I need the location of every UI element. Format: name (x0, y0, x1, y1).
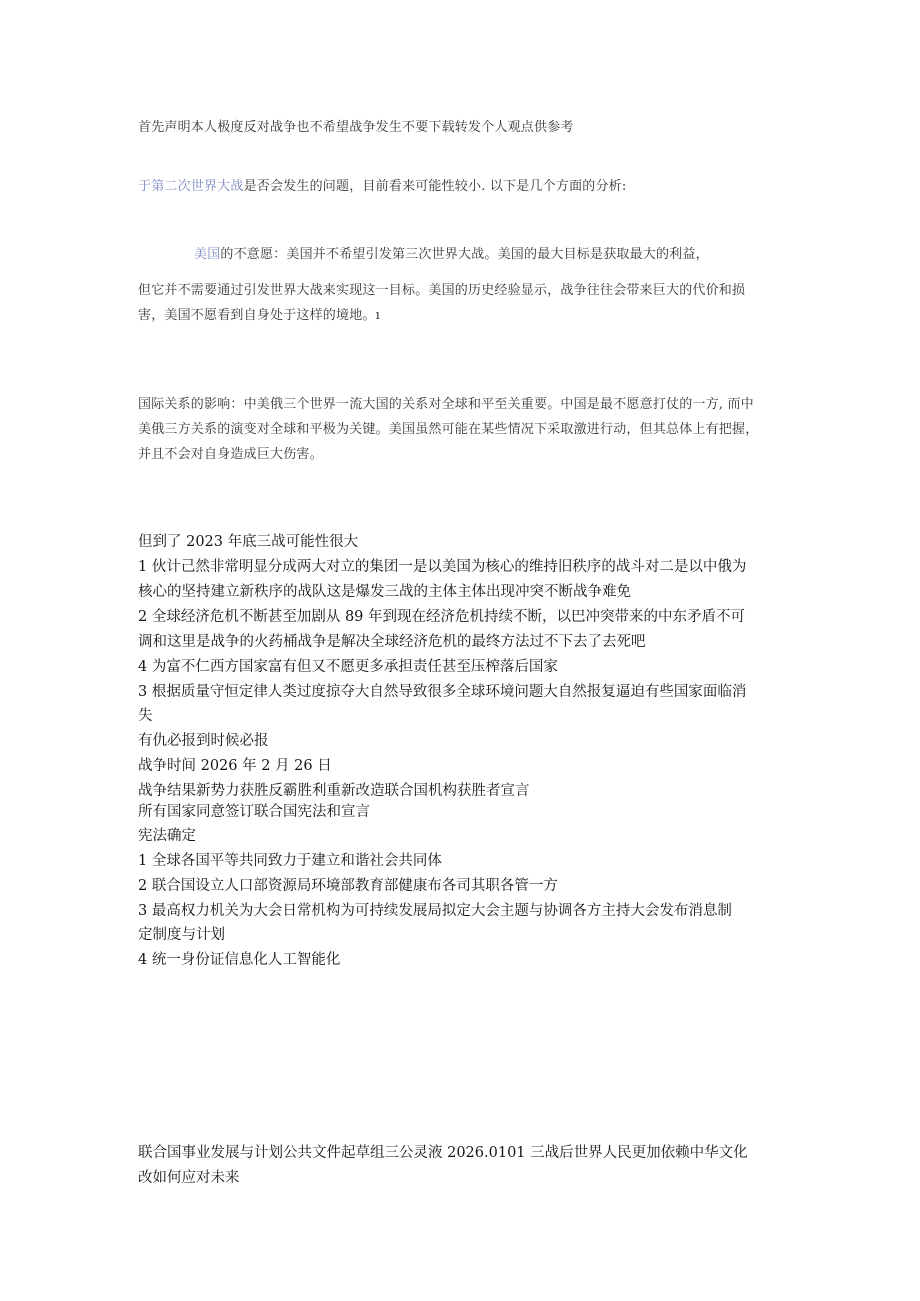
body-line: 2 联合国设立人口部资源局环境部教育部健康布各司其职各管一方 (138, 878, 558, 894)
usa-line-2: 但它并不需要通过引发世界大战来实现这一目标。美国的历史经验显示，战争往往会带来巨大的代价和损 (138, 283, 746, 298)
body-line: 战争结果新势力获胜反霸胜利重新改造联合国机构获胜者宣言 (138, 783, 530, 799)
body-line: 3 根据质量守恒定律人类过度掠夺大自然导致很多全球环境问题大自然报复逼迫有些国家面临消 (138, 684, 747, 700)
body-line: 1 全球各国平等共同致力于建立和谐社会共同体 (138, 853, 442, 869)
usa-line-1: 美国的不意愿：美国并不希望引发第三次世界大战。美国的最大目标是获取最大的利益， (194, 247, 709, 262)
intro-paragraph (138, 175, 798, 194)
intl-line-2: 美俄三方关系的演变对全球和平极为关键。美国虽然可能在某些情况下采取激进行动，但其总体上有把握， (138, 422, 759, 437)
usa-line-3: 害，美国不愿看到自身处于这样的境地。ı (138, 308, 380, 323)
intl-line-1: 国际关系的影响：中美俄三个世界一流大国的关系对全球和平至关重要。中国是最不愿意打仗的一方, 而中 (138, 397, 754, 412)
body-line: 但到了 2023 年底三战可能性很大 (138, 534, 359, 550)
body-line: 2 全球经济危机不断甚至加剧从 89 年到现在经济危机持续不断，以巴冲突带来的中东矛盾不可 (138, 609, 745, 625)
footer-line-1: 联合国事业发展与计划公共文件起草组三公灵液 2026.0101 三战后世界人民更加依赖中华文化 (138, 1145, 748, 1161)
body-line: 所有国家同意签订联合国宪法和宣言 (138, 804, 370, 820)
body-line: 调和这里是战争的火药桶战争是解决全球经济危机的最终方法过不下去了去死吧 (138, 634, 646, 650)
body-line: 定制度与计划 (138, 927, 225, 943)
intro-text: 是否会发生的问题，目前看来可能性较小. 以下是几个方面的分析: (243, 179, 627, 194)
body-line: 4 为富不仁西方国家富有但又不愿更多承担责任甚至压榨落后国家 (138, 659, 558, 675)
body-line: 有仇必报到时候必报 (138, 733, 269, 749)
footer-line-2: 改如何应对未来 (138, 1170, 240, 1186)
body-line: 4 统一身份证信息化人工智能化 (138, 952, 341, 968)
body-line: 3 最高权力机关为大会日常机构为可持续发展局拟定大会主题与协调各方主持大会发布消息制 (138, 903, 732, 919)
body-line: 1 伙计己然非常明显分成两大对立的集团一是以美国为核心的维持旧秩序的战斗对二是以中俄为 (138, 559, 747, 575)
usa-link[interactable]: 美国 (194, 247, 221, 262)
wwii-link[interactable]: 于第二次世界大战 (138, 179, 244, 194)
war-date-line: 战争时间 2026 年 2 月 26 日 (138, 758, 332, 774)
body-line: 核心的坚持建立新秩序的战队这是爆发三战的主体主体出现冲突不断战争难免 (138, 584, 631, 600)
constitution-heading: 宪法确定 (138, 828, 196, 844)
intl-line-3: 并且不会对自身造成巨大伤害。 (138, 447, 323, 462)
disclaimer-text: 首先声明本人极度反对战争也不希望战争发生不要下载转发个人观点供参考 (138, 120, 574, 135)
body-line: 失 (138, 708, 153, 724)
